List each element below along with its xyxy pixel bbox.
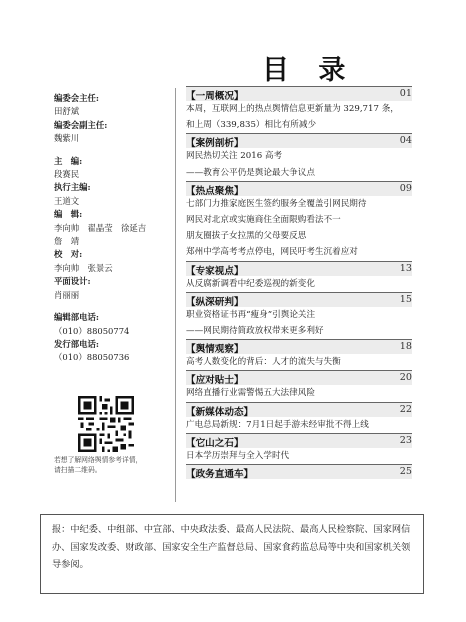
editor-role-label: 编委会副主任: <box>54 119 108 130</box>
toc-article-title[interactable]: ——教育公平仍是舆论最大争议点 <box>186 167 315 178</box>
editor-name: 李向帅 翟晶莹 徐延吉 <box>54 222 147 233</box>
editor-name: 李向帅 张景云 <box>54 262 113 273</box>
toc-page-number: 09 <box>399 182 412 194</box>
column-divider <box>175 88 176 502</box>
toc-page-number: 13 <box>399 262 412 274</box>
toc-section-header[interactable] <box>186 370 412 385</box>
toc-section-header[interactable] <box>186 292 412 307</box>
editor-name: （010）88050774 <box>54 325 130 336</box>
editor-name: 肖丽丽 <box>54 289 80 300</box>
editor-role-label: 编辑部电话: <box>54 312 99 323</box>
toc-article-title[interactable]: 网民热切关注 2016 高考 <box>186 151 283 162</box>
toc-section-name: 【热点聚焦】 <box>186 185 244 197</box>
table-of-contents <box>186 86 412 479</box>
toc-article-title[interactable]: 职业资格证书再“瘦身”引舆论关注 <box>186 309 316 320</box>
editor-role-label: 校 对: <box>54 249 83 260</box>
editor-name: 段赛民 <box>54 169 80 180</box>
editor-role-label: 发行部电话: <box>54 338 99 349</box>
toc-page-number: 04 <box>399 135 412 147</box>
toc-section-header[interactable] <box>186 86 412 101</box>
toc-section-name: 【应对贴士】 <box>186 375 244 387</box>
toc-section-name: 【它山之石】 <box>186 437 244 449</box>
toc-article-title[interactable]: 日本学历崇拜与全入学时代 <box>186 450 290 461</box>
editorial-board <box>54 92 174 365</box>
toc-article-title[interactable]: 高考人数变化的背后：人才的流失与失衡 <box>186 357 341 368</box>
toc-section-header[interactable] <box>186 464 412 479</box>
page-title: 目 录 <box>262 55 356 86</box>
toc-article-title[interactable]: 本周，互联网上的热点舆情信息更新量为 329,717 条， <box>186 104 399 114</box>
editor-role-label: 编 辑: <box>54 209 83 220</box>
qr-caption-line: 请扫描二维码。 <box>54 466 102 474</box>
toc-page-number: 23 <box>399 434 412 446</box>
toc-section-header[interactable] <box>186 433 412 448</box>
editor-name: 魏紫川 <box>54 133 80 144</box>
toc-section-header[interactable] <box>186 133 412 148</box>
editor-name: 王道文 <box>54 195 80 206</box>
toc-article-title[interactable]: 郑州中学高考考点停电，网民吁考生沉着应对 <box>186 247 358 258</box>
toc-section-name: 【舆情观察】 <box>186 344 244 356</box>
editor-name: 田舒斌 <box>54 106 80 117</box>
toc-article-title[interactable]: 广电总局新规：7月1日起手游未经审批不得上线 <box>186 419 369 430</box>
editor-role-label: 平面设计: <box>54 276 91 287</box>
toc-section-name: 【专家视点】 <box>186 265 244 277</box>
toc-article-title[interactable]: 朋友圈拔子女拉黑的父母要反思 <box>186 231 307 242</box>
toc-page-number: 01 <box>399 88 412 99</box>
toc-article-title[interactable]: 七部门力推家庭医生签约服务全覆盖引网民期待 <box>186 198 367 209</box>
toc-page-number: 18 <box>399 341 412 353</box>
toc-page-number: 15 <box>399 293 412 305</box>
toc-page-number: 25 <box>399 466 412 478</box>
toc-page-number: 22 <box>399 403 412 415</box>
editor-role-label: 主 编: <box>54 155 83 166</box>
toc-section-header[interactable] <box>186 181 412 196</box>
editor-name: （010）88050736 <box>54 352 130 363</box>
toc-article-title[interactable]: 从反腐新调看中纪委巡视的新变化 <box>186 278 315 289</box>
toc-section-name: 【一周概况】 <box>186 91 244 102</box>
qr-code[interactable] <box>78 396 134 452</box>
toc-article-title[interactable]: ——网民期待简政放权带来更多利好 <box>186 326 324 337</box>
editor-role-label: 编委会主任: <box>54 93 99 103</box>
editor-name: 詹 靖 <box>54 236 80 247</box>
toc-section-header[interactable] <box>186 339 412 354</box>
toc-page-number: 20 <box>399 372 412 384</box>
qr-caption-line: 若想了解网络舆情参考详情， <box>54 456 143 464</box>
qr-caption <box>54 455 162 475</box>
toc-section-header[interactable] <box>186 402 412 417</box>
toc-article-title[interactable]: 和上周（339,835）相比有所减少 <box>186 120 317 131</box>
toc-section-name: 【政务直通车】 <box>186 469 254 481</box>
toc-section-name: 【案例剖析】 <box>186 138 244 150</box>
toc-article-title[interactable]: 网络直播行业需警惕五大法律风险 <box>186 388 315 399</box>
toc-section-name: 【纵深研判】 <box>186 296 244 308</box>
toc-section-name: 【新媒体动态】 <box>186 406 254 418</box>
toc-section-header[interactable] <box>186 261 412 276</box>
distribution-note: 报：中纪委、中组部、中宣部、中央政法委、最高人民法院、最高人民检察院、国家网信办、国家发改委、财政部、国家安全生产监督总局、国家食药监总局等中央和国家机关领导参阅。 <box>52 524 411 570</box>
toc-article-title[interactable]: 网民对北京或实施商住全面限购看法不一 <box>186 215 341 226</box>
editor-role-label: 执行主编: <box>54 182 91 193</box>
